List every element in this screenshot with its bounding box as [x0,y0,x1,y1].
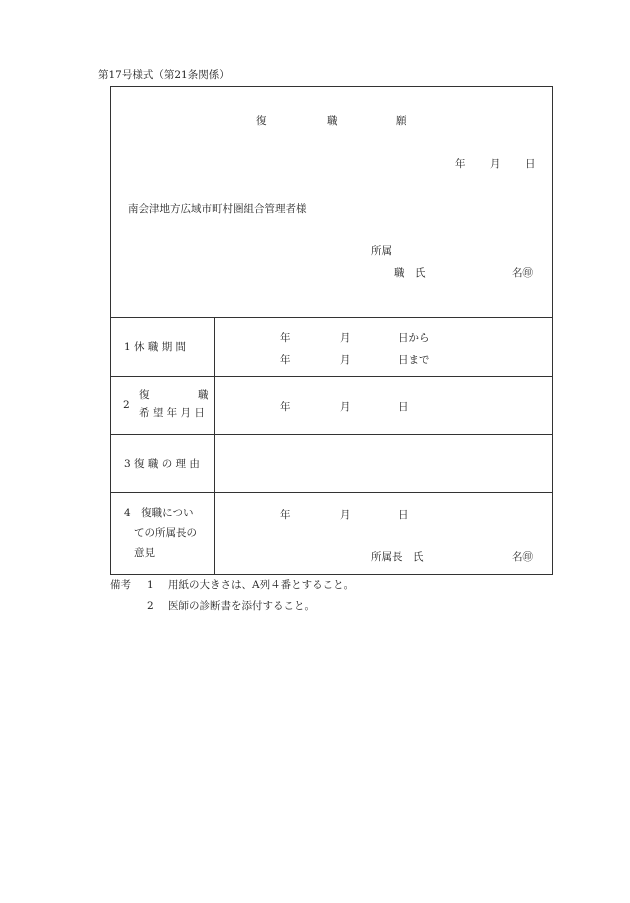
return-date-month: 月 [340,401,351,413]
reason-label: 3 復 職 の 理 由 [124,458,200,470]
opinion-label-line-3: 意見 [134,547,155,559]
applicant-name-seal: 名㊞ [512,267,533,279]
leave-start-month: 月 [340,332,351,344]
note-2-number: 2 [147,600,154,612]
return-date-number: 2 [123,399,130,411]
leave-start-day: 日から [398,332,430,344]
return-date-day: 日 [398,401,409,413]
return-date-label-top-right: 職 [198,389,209,401]
opinion-signer-label: 所属長 氏 [371,551,424,563]
title-char-3: 願 [396,115,407,127]
leave-end-year: 年 [280,354,291,366]
leave-end-month: 月 [340,354,351,366]
leave-start-year: 年 [280,332,291,344]
return-date-label-top-left: 復 [139,389,150,401]
addressee: 南会津地方広域市町村圏組合管理者様 [128,203,307,215]
title-char-1: 復 [256,115,267,127]
date-year: 年 [455,158,466,170]
note-1-text: 用紙の大きさは、A列４番とすること。 [168,579,355,591]
opinion-month: 月 [340,509,351,521]
leave-end-day: 日まで [398,354,430,366]
title-char-2: 職 [327,115,338,127]
applicant-title-label: 職 氏 [394,267,426,279]
applicant-affiliation-label: 所属 [371,245,392,257]
leave-period-label: 1 休 職 期 間 [124,341,187,353]
opinion-label-line-1: 4 復職につい [124,507,194,519]
note-1-number: 1 [147,579,154,591]
opinion-year: 年 [280,509,291,521]
return-date-year: 年 [280,401,291,413]
opinion-day: 日 [398,509,409,521]
date-month: 月 [490,158,501,170]
note-2-text: 医師の診断書を添付すること。 [168,600,315,612]
return-date-label-bottom: 希 望 年 月 日 [139,407,205,419]
opinion-label-line-2: ての所属長の [134,527,197,539]
opinion-name-seal: 名㊞ [512,551,533,563]
form-number: 第17号様式（第21条関係） [98,69,230,81]
date-day: 日 [525,158,536,170]
notes-heading: 備考 [110,579,131,591]
